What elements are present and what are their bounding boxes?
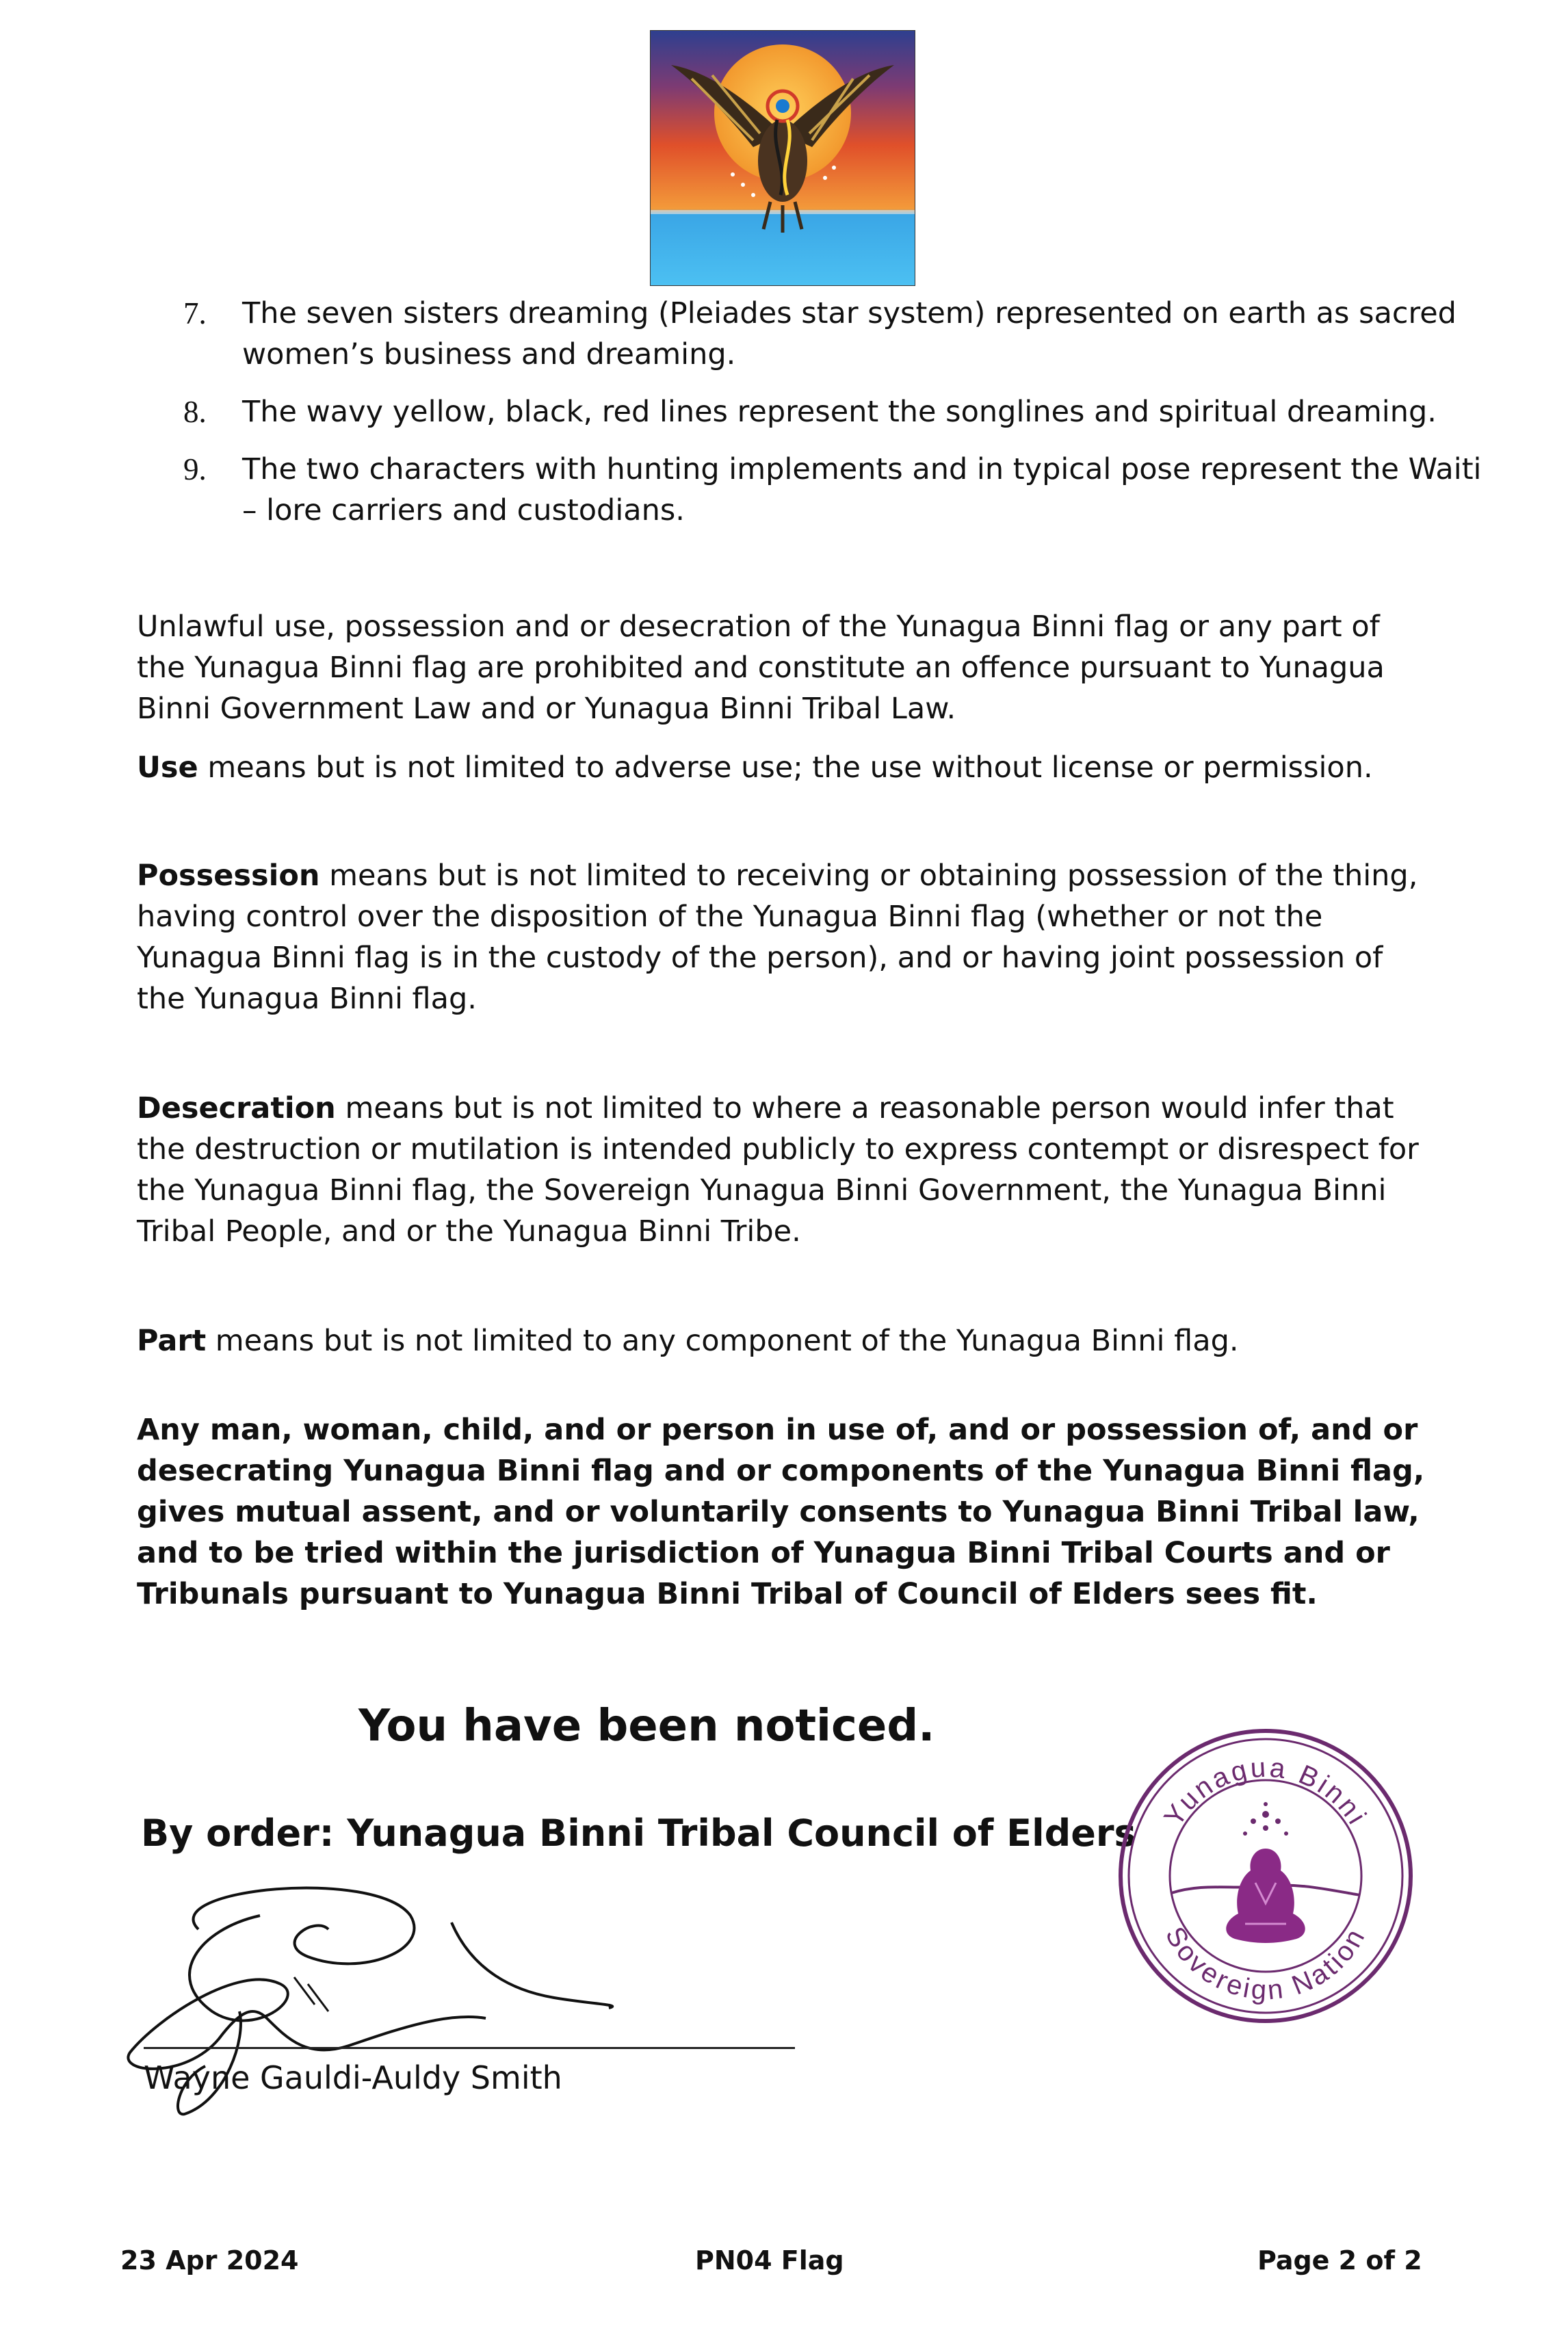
use-term: Use — [137, 751, 198, 785]
desecration-definition-text: means but is not limited to where a reasonable person would infer that the destruction or mutilation is intended publicly to express contempt or disrespect for the Yunagua Binni flag, the Sovereign Yunagua Binni Government, the Yunagua Binni Tribal People, and or the Yunagua Binni Tribe. — [137, 1091, 1419, 1249]
part-term: Part — [137, 1324, 207, 1358]
part-definition — [137, 1320, 1437, 1361]
possession-term: Possession — [137, 859, 320, 893]
possession-definition-text: means but is not limited to receiving or obtaining possession of the thing, having control over the disposition of the Yunagua Binni flag (whether or not the Yunagua Binni flag is in the custody of the person), and or having joint possession of the Yunagua Binni flag. — [137, 859, 1418, 1016]
use-definition — [137, 747, 1437, 788]
footer-reference: PN04 Flag — [695, 2245, 844, 2275]
notice-heading: You have been noticed. — [358, 1701, 935, 1751]
flag-symbol-list — [183, 293, 1483, 547]
desecration-definition — [137, 1088, 1437, 1252]
footer-date: 23 Apr 2024 — [120, 2245, 299, 2275]
list-item — [183, 449, 1483, 531]
svg-text:Yunagua Binni: Yunagua Binni — [1158, 1752, 1374, 1832]
list-text: The two characters with hunting implements and in typical pose represent the Waiti – lore carriers and custodians. — [242, 452, 1482, 527]
list-text: The seven sisters dreaming (Pleiades star system) represented on earth as sacred women’s business and dreaming. — [242, 296, 1456, 371]
list-number: 8. — [183, 395, 207, 429]
unlawful-paragraph: Unlawful use, possession and or desecration of the Yunagua Binni flag or any part of the Yunagua Binni flag are prohibited and constitute an offence pursuant to Yunagua Binni Government Law and or Yunagua Binni Tribal Law. — [137, 610, 1385, 726]
svg-text:Sovereign Nation: Sovereign Nation — [1159, 1922, 1372, 2006]
list-number: 9. — [183, 452, 207, 486]
by-order-line: By order: Yunagua Binni Tribal Council of Elders — [141, 1812, 1136, 1855]
eagle-flag-image — [650, 30, 915, 286]
signature-line — [144, 2047, 795, 2049]
footer-page-number: Page 2 of 2 — [1257, 2245, 1422, 2275]
possession-definition — [137, 855, 1437, 1019]
list-item — [183, 391, 1483, 432]
use-definition-text: means but is not limited to adverse use; the use without license or permission. — [198, 751, 1373, 785]
sovereign-nation-seal — [1108, 1719, 1423, 2033]
list-text: The wavy yellow, black, red lines represent the songlines and spiritual dreaming. — [242, 395, 1437, 429]
signature-block — [103, 1875, 828, 2135]
list-number: 7. — [183, 296, 207, 330]
assent-paragraph: Any man, woman, child, and or person in use of, and or possession of, and or desecrating Yunagua Binni flag and or components of the Yunagua Binni flag, gives mutual assent, and or voluntarily consents to Yunagua Binni Tribal law, and to be tried within the jurisdiction of Yunagua Binni Tribal Courts and or Tribunals pursuant to Yunagua Binni Tribal of Council of Elders sees fit. — [137, 1413, 1425, 1611]
part-definition-text: means but is not limited to any component of the Yunagua Binni flag. — [206, 1324, 1239, 1358]
signer-name: Wayne Gauldi-Auldy Smith — [144, 2059, 562, 2096]
desecration-term: Desecration — [137, 1091, 336, 1125]
list-item — [183, 293, 1483, 375]
